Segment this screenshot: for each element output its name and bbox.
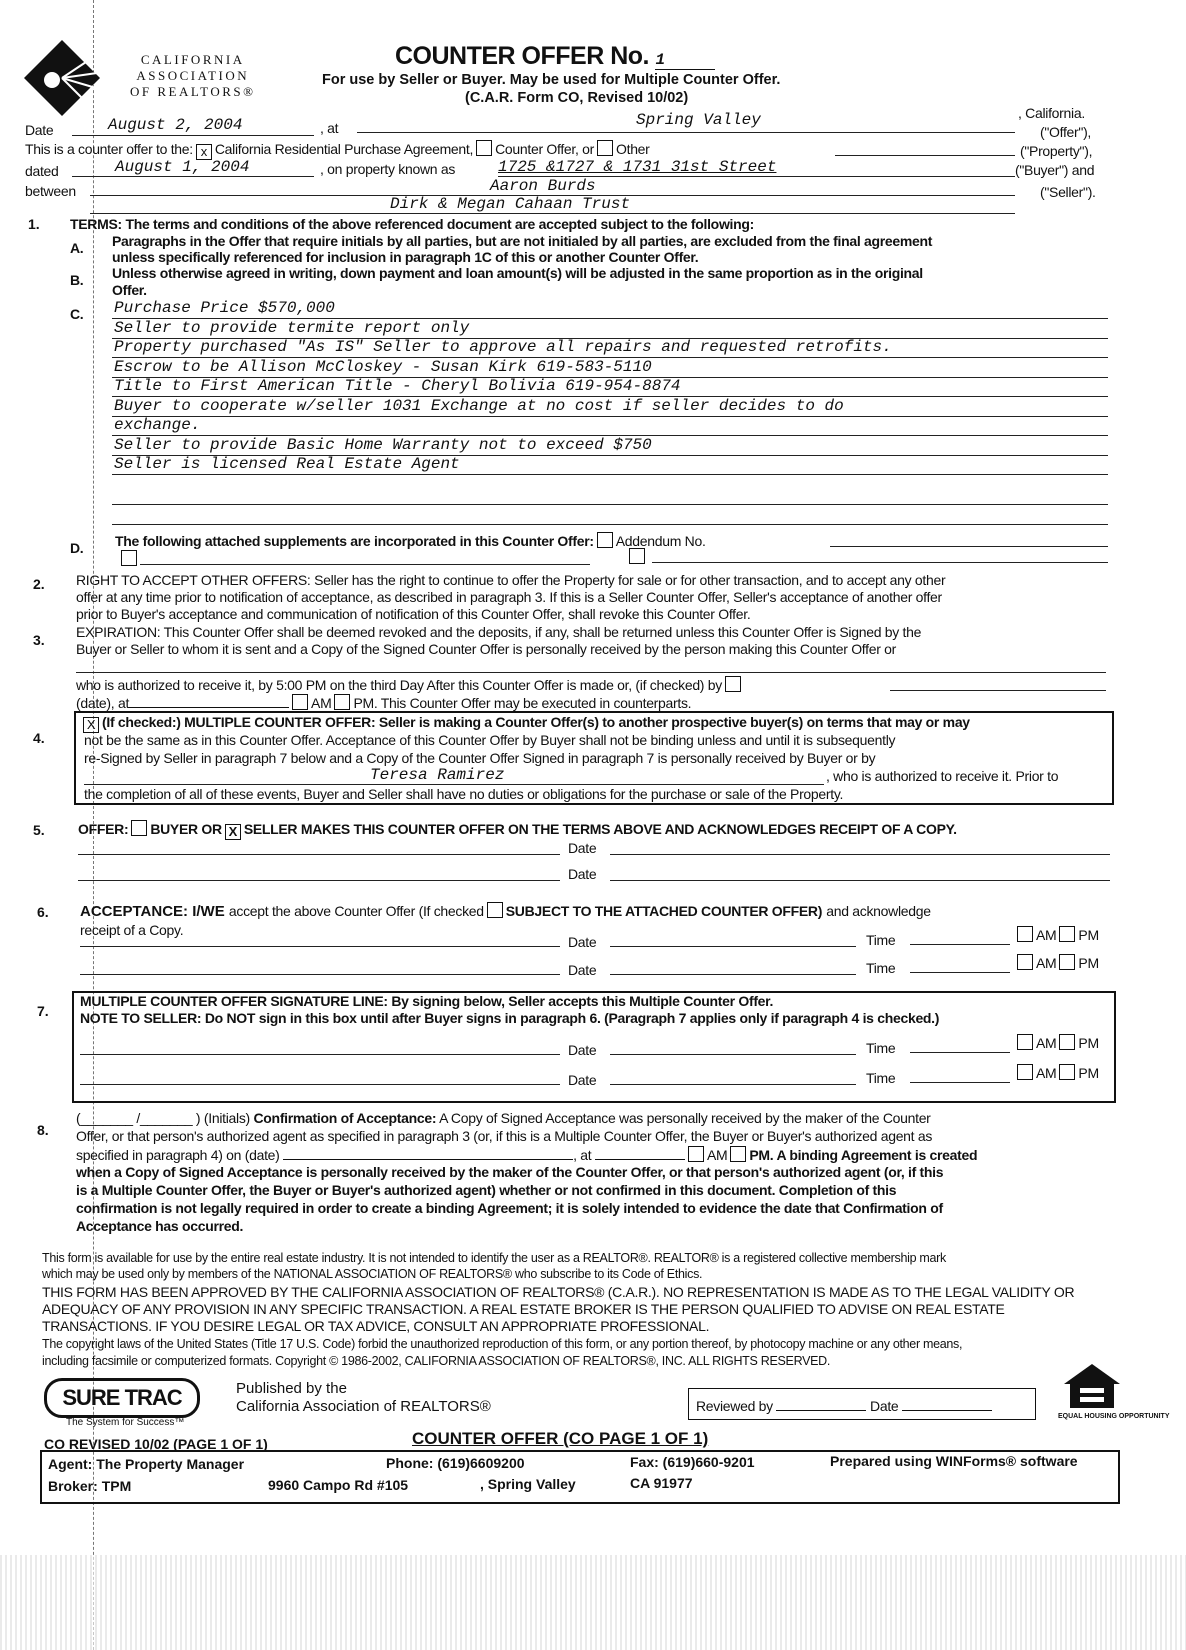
confirmation-line: Acceptance has occurred. [76, 1218, 244, 1234]
suretrac-logo: SURE TRAC [44, 1378, 200, 1418]
date-field[interactable] [610, 946, 856, 947]
right-to-accept-line: RIGHT TO ACCEPT OTHER OFFERS: Seller has the right to continue to offer the Property for sale or for other transaction, and to accept any other [76, 572, 946, 588]
item-label: D. [70, 540, 84, 556]
counter-offer-to-line: This is a counter offer to the: x California Residential Purchase Agreement, Counter Offer, or Other [25, 141, 650, 159]
checkbox-am[interactable] [1017, 1034, 1033, 1050]
checkbox-subject-to-attached[interactable] [487, 902, 503, 918]
broker-state-zip: CA 91977 [630, 1475, 693, 1491]
between-label: between [25, 183, 76, 199]
am-label: AM [1036, 1035, 1057, 1051]
confirmation-line: specified in paragraph 4) on (date) , at AM PM. A binding Agreement is created [76, 1147, 978, 1163]
time-field[interactable] [910, 1082, 1010, 1083]
am-pm-selector [1014, 926, 1099, 943]
counter-term-line[interactable]: Buyer to cooperate w/seller 1031 Exchange at no cost if seller decides to do [114, 396, 844, 415]
pm-label: PM [1078, 927, 1099, 943]
legal-text-line: TRANSACTIONS. IF YOU DESIRE LEGAL OR TAX ADVICE, CONSULT AN APPROPRIATE PROFESSIONAL. [42, 1318, 710, 1334]
pm-label: PM [1078, 1065, 1099, 1081]
counter-term-line[interactable]: Escrow to be Allison McCloskey - Susan Kirk 619-583-5110 [114, 357, 652, 376]
signature-field[interactable] [80, 1084, 560, 1085]
date-field[interactable] [610, 1084, 856, 1085]
buyer-field[interactable]: Aaron Burds [490, 177, 596, 195]
agent-phone: Phone: (619)6609200 [386, 1455, 525, 1471]
checkbox-am[interactable] [1017, 954, 1033, 970]
multiple-counter-line: , who is authorized to receive it. Prior to [826, 768, 1059, 784]
section-number: 2. [33, 576, 45, 592]
property-field[interactable]: 1725 &1727 & 1731 31st Street [498, 158, 777, 176]
date-label: Date [568, 840, 597, 856]
counter-term-line[interactable]: Title to First American Title - Cheryl Bolivia 619-954-8874 [114, 377, 681, 395]
equal-housing-text: EQUAL HOUSING OPPORTUNITY [1058, 1413, 1170, 1420]
broker-line: Broker: TPM [48, 1478, 132, 1494]
confirmation-line: Offer, or that person's authorized agent as specified in paragraph 3 (or, if this is a Multiple Counter Offer, the Buyer or Buyer's authorized agent as [76, 1128, 933, 1144]
checkbox-expiration-date[interactable] [725, 676, 741, 692]
right-to-accept-line: offer at any time prior to notification of acceptance, as described in paragraph 3. If this is a Seller Counter Offer, Seller's acceptance of another offer [76, 589, 942, 605]
checkbox-multiple-counter-offer[interactable]: X [83, 717, 99, 733]
supplements-line: The following attached supplements are incorporated in this Counter Offer: Addendum No. [115, 533, 706, 549]
counter-term-line[interactable]: Seller to provide termite report only [114, 318, 470, 337]
revision-label: CO REVISED 10/02 (PAGE 1 OF 1) [44, 1436, 268, 1452]
acceptance-line: receipt of a Copy. [80, 922, 184, 938]
section-number: 6. [37, 904, 49, 920]
checkbox-pm[interactable] [334, 694, 350, 710]
multiple-counter-line: the completion of all of these events, Buyer and Seller shall have no duties or obligations for the purchase or sale of the Property. [84, 786, 844, 802]
pm-label: PM [1078, 1035, 1099, 1051]
date-label: Date [568, 962, 597, 978]
term-line-rule [112, 416, 1108, 417]
item-label: C. [70, 306, 84, 322]
checkbox-pm[interactable] [1059, 1064, 1075, 1080]
am-pm-selector [1014, 1034, 1099, 1051]
checkbox-am[interactable] [688, 1146, 704, 1162]
am-pm-selector [1014, 954, 1099, 971]
car-logo-icon [22, 38, 102, 118]
acceptance-line: ACCEPTANCE: I/WE accept the above Counter Offer (If checked SUBJECT TO THE ATTACHED COUNTER OFFER) and acknowledge [80, 903, 931, 920]
am-pm-selector [1014, 1064, 1099, 1081]
legal-text-line: including facsimile or computerized formats. Copyright © 1986-2002, CALIFORNIA ASSOCIATION OF REALTORS®, INC. ALL RIGHTS RESERVED. [42, 1354, 831, 1368]
term-a-line1: Paragraphs in the Offer that require initials by all parties, but are not initialed by all parties, are excluded from the final agreement [112, 233, 933, 249]
multiple-counter-line: X (If checked:) MULTIPLE COUNTER OFFER: Seller is making a Counter Offer(s) to another prospective buyer(s) on terms that may or may [80, 714, 970, 733]
time-label: Time [866, 960, 896, 976]
at-label: , at [320, 120, 339, 136]
item-label: B. [70, 272, 84, 288]
reviewed-by-line: Reviewed by Date [696, 1398, 992, 1414]
am-label: AM [1036, 1065, 1057, 1081]
date-field[interactable] [610, 974, 856, 975]
checkbox-am[interactable] [1017, 926, 1033, 942]
published-by: Published by the [236, 1380, 347, 1397]
section-number: 3. [33, 632, 45, 648]
checkbox-addendum[interactable] [597, 532, 613, 548]
property-tag: ("Property"), [1020, 143, 1093, 159]
car-logo-text: CALIFORNIA ASSOCIATION OF REALTORS® [130, 52, 256, 99]
offer-tag: ("Offer"), [1040, 124, 1092, 140]
time-field[interactable] [910, 944, 1010, 945]
suretrac-tagline: The System for Success™ [66, 1417, 185, 1428]
publisher: California Association of REALTORS® [236, 1398, 491, 1415]
date-label: Date [568, 1072, 597, 1088]
section-number: 5. [33, 822, 45, 838]
legal-text-line: This form is available for use by the entire real estate industry. It is not intended to identify the user as a REALTOR®. REALTOR® is a registered collective membership mark [42, 1251, 946, 1265]
am-label: AM [1036, 955, 1057, 971]
checkbox-pm[interactable] [730, 1146, 746, 1162]
city-field[interactable]: Spring Valley [636, 111, 761, 129]
checkbox-buyer[interactable] [131, 820, 147, 836]
am-label: AM [1036, 927, 1057, 943]
pm-label: PM [1078, 955, 1099, 971]
counter-term-line[interactable]: Property purchased "As IS" Seller to approve all repairs and requested retrofits. [114, 338, 892, 356]
expiration-line: EXPIRATION: This Counter Offer shall be deemed revoked and the deposits, if any, shall be returned unless this Counter Offer is Signed by the [76, 624, 922, 640]
expiration-line: who is authorized to receive it, by 5:00 PM on the third Day After this Counter Offer is made or, (if checked) by [76, 676, 744, 693]
broker-city: , Spring Valley [480, 1476, 576, 1492]
checkbox-counter-offer[interactable] [476, 140, 492, 156]
offer-date-field[interactable]: August 2, 2004 [108, 116, 243, 134]
term-b-line1: Unless otherwise agreed in writing, down payment and loan amount(s) will be adjusted in the same proportion as in the original [112, 265, 923, 281]
terms-heading: TERMS: The terms and conditions of the above referenced document are accepted subject to the following: [70, 216, 754, 232]
section-number: 7. [37, 1003, 49, 1019]
right-to-accept-line: prior to Buyer's acceptance and communication of notification of this Counter Offer, shall revoke this Counter Offer. [76, 606, 751, 622]
checkbox-other[interactable] [597, 140, 613, 156]
software-credit: Prepared using WINForms® software [830, 1453, 1078, 1469]
confirmation-line: is a Multiple Counter Offer, the Buyer or Buyer's authorized agent) whether or not confirmed in this document. Completion of this [76, 1182, 897, 1198]
term-a-line2: unless specifically referenced for inclusion in paragraph 1C of this or another Counter Offer. [112, 249, 699, 265]
section-number: 1. [28, 216, 40, 232]
date-label: Date [25, 122, 54, 138]
dated-label: dated [25, 163, 59, 179]
expiration-line: Buyer or Seller to whom it is sent and a Copy of the Signed Counter Offer is personally received by the person making this Counter Offer or [76, 641, 896, 657]
term-line-rule [112, 474, 1108, 475]
dated-field[interactable]: August 1, 2004 [115, 158, 250, 176]
signature-field[interactable] [80, 946, 560, 947]
date-label: Date [568, 866, 597, 882]
legal-text-line: which may be used only by members of the NATIONAL ASSOCIATION OF REALTORS® who subscribe to its Code of Ethics. [42, 1267, 703, 1281]
legal-text-line: THIS FORM HAS BEEN APPROVED BY THE CALIFORNIA ASSOCIATION OF REALTORS® (C.A.R.). NO REPRESENTATION IS MADE AS TO THE LEGAL VALIDITY OR [42, 1284, 1075, 1300]
page-title: COUNTER OFFER No. 1 [395, 42, 715, 70]
subtitle: For use by Seller or Buyer. May be used for Multiple Counter Offer. [322, 72, 781, 88]
time-label: Time [866, 1040, 896, 1056]
equal-housing-icon [1062, 1362, 1122, 1412]
date-label: Date [568, 1042, 597, 1058]
scan-noise [0, 1555, 1186, 1650]
date-field[interactable] [610, 1054, 856, 1055]
checkbox-am[interactable] [292, 694, 308, 710]
checkbox-pm[interactable] [1059, 954, 1075, 970]
broker-address: 9960 Campo Rd #105 [268, 1477, 409, 1493]
seller-tag: ("Seller"). [1040, 184, 1096, 200]
counter-term-line[interactable]: Seller is licensed Real Estate Agent [114, 455, 460, 473]
signature-line-heading: MULTIPLE COUNTER OFFER SIGNATURE LINE: By signing below, Seller accepts this Multiple Counter Offer. [80, 993, 774, 1009]
checkbox-supplement[interactable] [121, 550, 137, 566]
time-field[interactable] [910, 972, 1010, 973]
buyer-tag: ("Buyer") and [1015, 162, 1095, 178]
checkbox-am[interactable] [1017, 1064, 1033, 1080]
checkbox-supplement[interactable] [629, 548, 645, 564]
confirmation-line: when a Copy of Signed Acceptance is personally received by the maker of the Counter Offer, or that person's authorized agent (or, if this [76, 1164, 944, 1180]
authorized-agent-field[interactable]: Teresa Ramirez [370, 766, 505, 784]
signature-field[interactable] [80, 1054, 560, 1055]
confirmation-line: confirmation is not legally required in order to create a binding Agreement; it is solely intended to evidence the date that Confirmation of [76, 1200, 943, 1216]
signature-field[interactable] [80, 974, 560, 975]
legal-text-line: ADEQUACY OF ANY PROVISION IN ANY SPECIFIC TRANSACTION. A REAL ESTATE BROKER IS THE PERSON QUALIFIED TO ADVISE ON REAL ESTATE [42, 1301, 1005, 1317]
checkbox-pm[interactable] [1059, 1034, 1075, 1050]
counter-term-line[interactable]: Purchase Price $570,000 [114, 299, 335, 317]
seller-field[interactable]: Dirk & Megan Cahaan Trust [390, 195, 631, 213]
legal-text-line: The copyright laws of the United States (Title 17 U.S. Code) forbid the unauthorized reproduction of this form, or any portion thereof, by photocopy machine or any other means, [42, 1337, 963, 1351]
section-number: 4. [33, 730, 45, 746]
multiple-counter-line: re-Signed by Seller in paragraph 7 below and a Copy of the Counter Offer Signed in paragraph 7 is personally received by Buyer or by [84, 750, 876, 766]
checkbox-pm[interactable] [1059, 926, 1075, 942]
checkbox-seller[interactable]: X [225, 824, 241, 840]
time-field[interactable] [910, 1052, 1010, 1053]
agent-line: Agent: The Property Manager [48, 1456, 245, 1472]
agent-fax: Fax: (619)660-9201 [630, 1454, 755, 1470]
footer-title: COUNTER OFFER (CO PAGE 1 OF 1) [412, 1429, 709, 1448]
date-label: Date [568, 934, 597, 950]
expiration-time-line: (date), at AM PM. This Counter Offer may be executed in counterparts. [76, 695, 692, 711]
note-to-seller: NOTE TO SELLER: Do NOT sign in this box until after Buyer signs in paragraph 6. (Paragraph 7 applies only if paragraph 4 is checked.) [80, 1010, 940, 1026]
confirmation-line: (_______ /_______ ) (Initials) Confirmation of Acceptance: A Copy of Signed Acceptance was personally received by the maker of the Counter [76, 1110, 931, 1126]
california-label: , California. [1018, 105, 1085, 121]
time-label: Time [866, 1070, 896, 1086]
checkbox-purchase-agreement[interactable]: x [196, 144, 212, 160]
offer-line: OFFER: BUYER OR X SELLER MAKES THIS COUNTER OFFER ON THE TERMS ABOVE AND ACKNOWLEDGES RECEIPT OF A COPY. [78, 821, 957, 839]
property-label: , on property known as [320, 161, 456, 177]
counter-term-line[interactable]: exchange. [114, 416, 201, 434]
multiple-counter-line: not be the same as in this Counter Offer. Acceptance of this Counter Offer by Buyer shall not be binding unless and until it is subsequently [84, 732, 896, 748]
item-label: A. [70, 240, 84, 256]
time-label: Time [866, 932, 896, 948]
section-number: 8. [37, 1122, 49, 1138]
counter-term-line[interactable]: Seller to provide Basic Home Warranty not to exceed $750 [114, 435, 652, 454]
term-b-line2: Offer. [112, 282, 147, 298]
form-id: (C.A.R. Form CO, Revised 10/02) [465, 90, 689, 106]
